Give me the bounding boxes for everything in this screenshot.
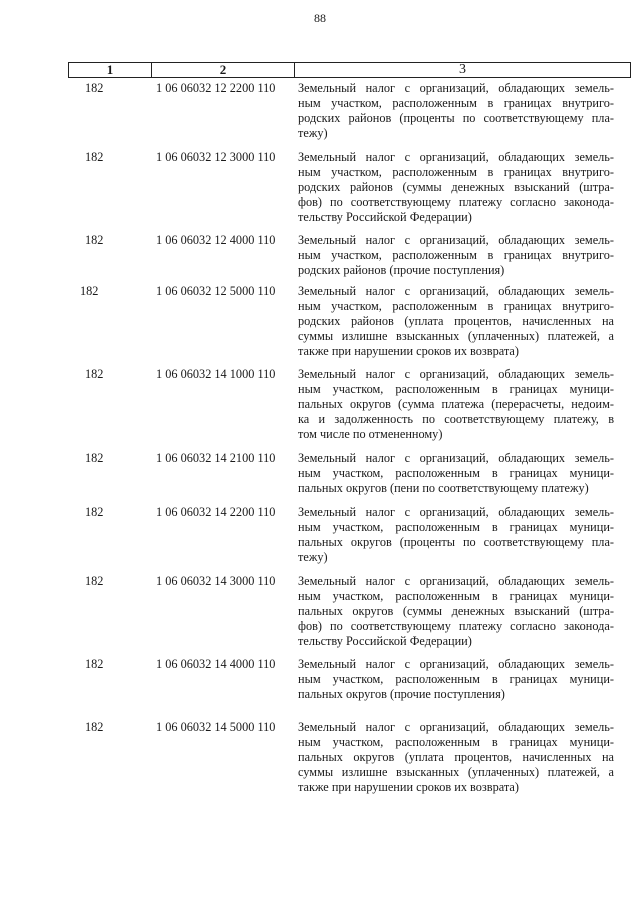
column-header-2: 2 xyxy=(151,63,294,77)
budget-code-cell: 1 06 06032 14 2100 110 xyxy=(156,451,276,465)
admin-code-cell: 182 xyxy=(85,451,104,465)
description-line: ным участком, расположенным в границах муници- xyxy=(298,672,614,686)
description-line: Земельный налог с организаций, обладающих земель- xyxy=(298,451,614,465)
description-line: суммы излишне взысканных (уплаченных) платежей, а xyxy=(298,765,614,779)
description-line: тельству Российской Федерации) xyxy=(298,210,472,224)
page-number: 88 xyxy=(314,11,326,25)
description-cell xyxy=(298,367,614,442)
description-line: тежу) xyxy=(298,550,328,564)
budget-code-cell: 1 06 06032 12 5000 110 xyxy=(156,284,276,298)
description-line: ным участком, расположенным в границах муници- xyxy=(298,735,614,749)
budget-code-cell: 1 06 06032 12 4000 110 xyxy=(156,233,276,247)
budget-code-cell: 1 06 06032 14 4000 110 xyxy=(156,657,276,671)
description-cell xyxy=(298,150,614,225)
description-line: ным участком, расположенным в границах муници- xyxy=(298,382,614,396)
description-line: фов) по соответствующему платежу согласно законода- xyxy=(298,619,614,633)
admin-code-cell: 182 xyxy=(85,150,104,164)
description-cell xyxy=(298,284,614,359)
admin-code-cell: 182 xyxy=(85,574,104,588)
description-line: родских районов (прочие поступления) xyxy=(298,263,505,277)
budget-code-cell: 1 06 06032 12 3000 110 xyxy=(156,150,276,164)
description-cell xyxy=(298,657,614,702)
description-line: Земельный налог с организаций, обладающих земель- xyxy=(298,81,614,95)
description-line: пальных округов (уплата процентов, начисленных на xyxy=(298,750,614,764)
admin-code-cell: 182 xyxy=(80,284,99,298)
description-line: ным участком, расположенным в границах муници- xyxy=(298,466,614,480)
description-line: пальных округов (проценты по соответствующему пла- xyxy=(298,535,614,549)
column-header-1: 1 xyxy=(68,63,151,77)
description-line: ным участком, расположенным в границах внутриго- xyxy=(298,248,614,262)
admin-code-cell: 182 xyxy=(85,233,104,247)
description-line: Земельный налог с организаций, обладающих земель- xyxy=(298,284,614,298)
description-line: Земельный налог с организаций, обладающих земель- xyxy=(298,720,614,734)
description-line: ным участком, расположенным в границах внутриго- xyxy=(298,96,614,110)
description-cell xyxy=(298,451,614,496)
budget-code-cell: 1 06 06032 14 3000 110 xyxy=(156,574,276,588)
description-line: пальных округов (суммы денежных взысканий (штра- xyxy=(298,604,614,618)
description-cell xyxy=(298,233,614,278)
description-line: суммы излишне взысканных (уплаченных) платежей, а xyxy=(298,329,614,343)
description-line: ным участком, расположенным в границах муници- xyxy=(298,589,614,603)
description-line: Земельный налог с организаций, обладающих земель- xyxy=(298,150,614,164)
description-line: родских районов (проценты по соответствующему пла- xyxy=(298,111,614,125)
column-header-3: 3 xyxy=(294,63,631,77)
admin-code-cell: 182 xyxy=(85,657,104,671)
description-line: ка и задолженность по соответствующему платежу, в xyxy=(298,412,614,426)
description-cell xyxy=(298,505,614,565)
budget-code-cell: 1 06 06032 12 2200 110 xyxy=(156,81,276,95)
description-line: Земельный налог с организаций, обладающих земель- xyxy=(298,233,614,247)
budget-code-cell: 1 06 06032 14 2200 110 xyxy=(156,505,276,519)
description-line: Земельный налог с организаций, обладающих земель- xyxy=(298,657,614,671)
admin-code-cell: 182 xyxy=(85,505,104,519)
description-line: ным участком, расположенным в границах внутриго- xyxy=(298,299,614,313)
description-line: Земельный налог с организаций, обладающих земель- xyxy=(298,574,614,588)
description-line: том числе по отмененному) xyxy=(298,427,443,441)
description-line: родских районов (суммы денежных взысканий (штра- xyxy=(298,180,614,194)
admin-code-cell: 182 xyxy=(85,81,104,95)
description-line: фов) по соответствующему платежу согласно законода- xyxy=(298,195,614,209)
admin-code-cell: 182 xyxy=(85,720,104,734)
budget-code-cell: 1 06 06032 14 5000 110 xyxy=(156,720,276,734)
description-line: ным участком, расположенным в границах муници- xyxy=(298,520,614,534)
budget-code-cell: 1 06 06032 14 1000 110 xyxy=(156,367,276,381)
description-line: тельству Российской Федерации) xyxy=(298,634,472,648)
description-line: родских районов (уплата процентов, начисленных на xyxy=(298,314,614,328)
description-line: Земельный налог с организаций, обладающих земель- xyxy=(298,505,614,519)
description-line: пальных округов (сумма платежа (перерасчеты, недоим- xyxy=(298,397,614,411)
description-line: пальных округов (пени по соответствующему платежу) xyxy=(298,481,589,495)
description-line: пальных округов (прочие поступления) xyxy=(298,687,505,701)
description-line: Земельный налог с организаций, обладающих земель- xyxy=(298,367,614,381)
description-line: тежу) xyxy=(298,126,328,140)
description-line: также при нарушении сроков их возврата) xyxy=(298,344,519,358)
description-cell xyxy=(298,81,614,141)
description-cell xyxy=(298,574,614,649)
description-line: также при нарушении сроков их возврата) xyxy=(298,780,519,794)
table-header xyxy=(68,62,631,78)
admin-code-cell: 182 xyxy=(85,367,104,381)
description-cell xyxy=(298,720,614,795)
description-line: ным участком, расположенным в границах внутриго- xyxy=(298,165,614,179)
